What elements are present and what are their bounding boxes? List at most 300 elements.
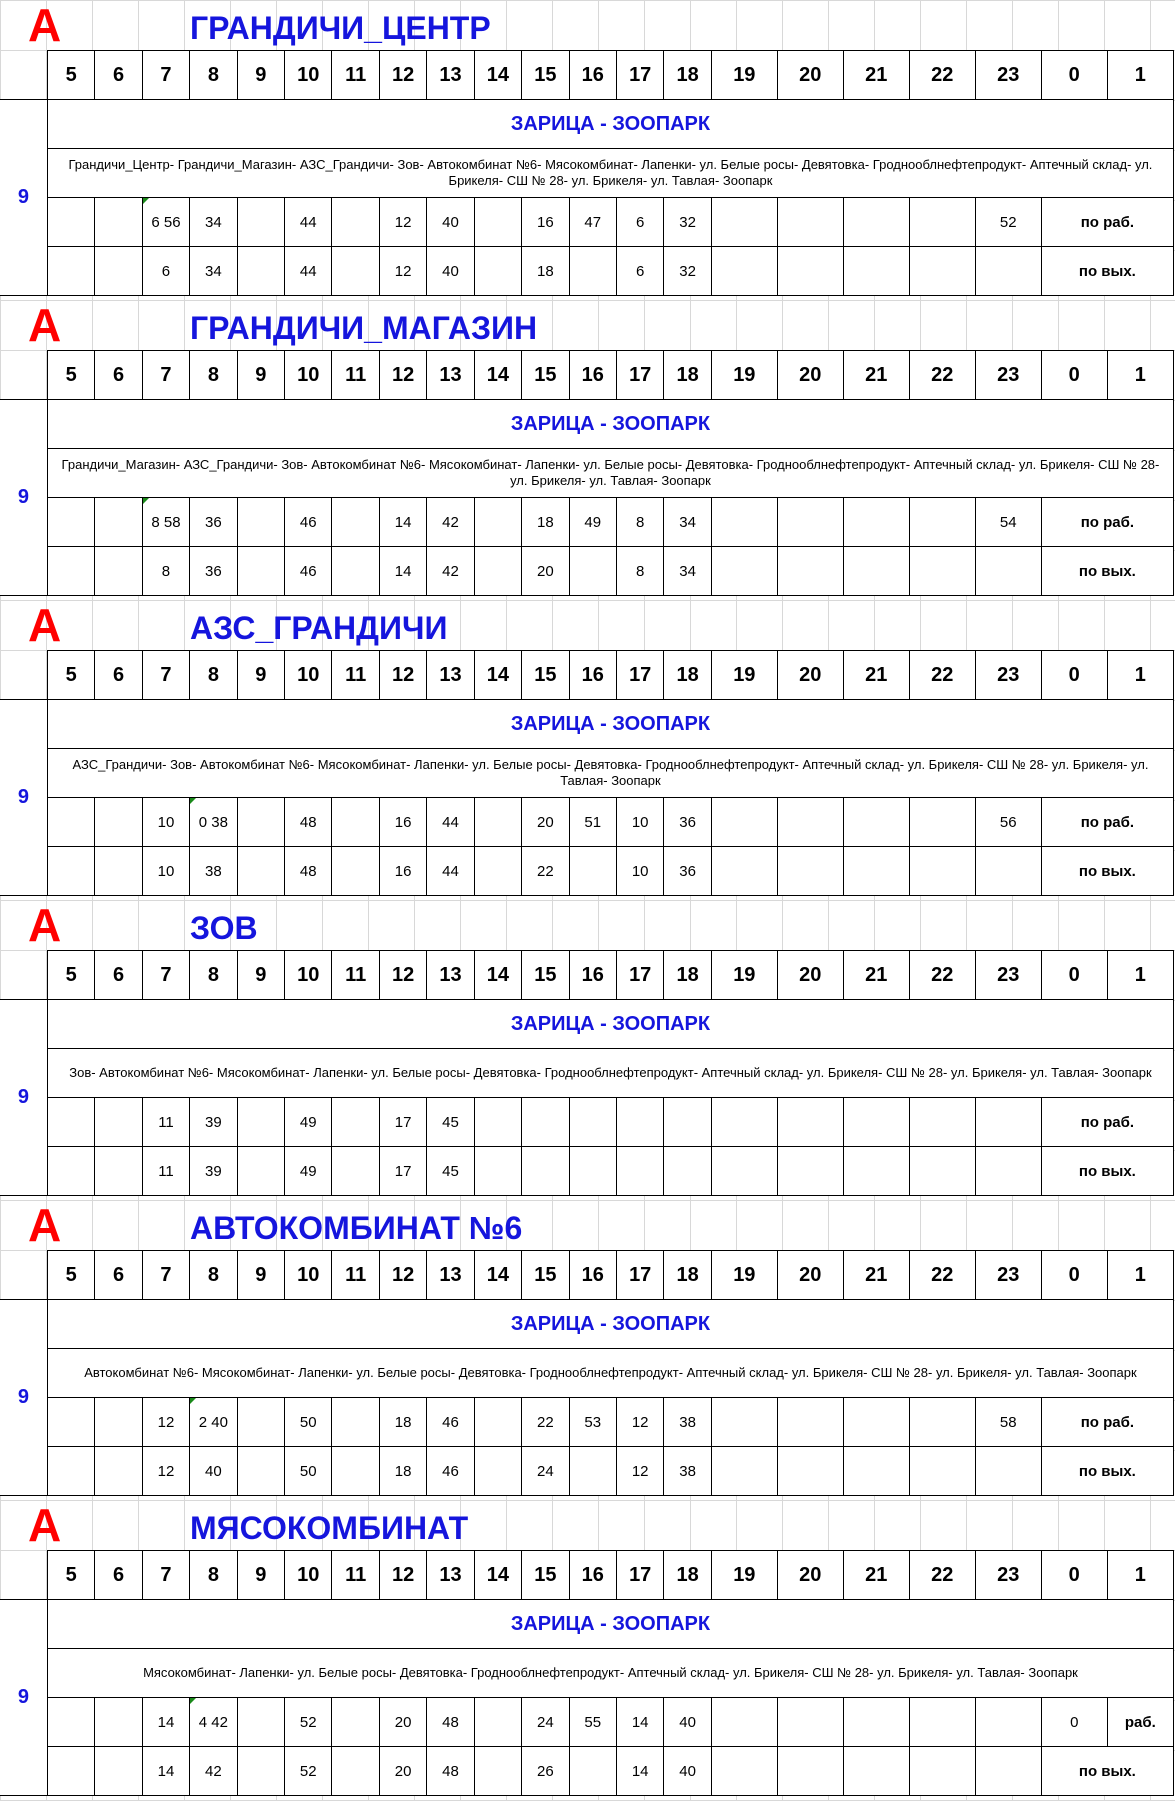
hour-header-cell: 7 bbox=[142, 351, 189, 400]
hour-header-cell: 0 bbox=[1041, 651, 1107, 700]
transport-type-letter: А bbox=[28, 899, 62, 951]
minute-cell: 54 bbox=[975, 498, 1041, 547]
minute-cell: 18 bbox=[379, 1398, 426, 1447]
hour-header-cell: 22 bbox=[909, 951, 975, 1000]
hour-header-cell: 12 bbox=[379, 651, 426, 700]
minute-cell bbox=[47, 498, 94, 547]
hour-header-cell: 11 bbox=[332, 1251, 379, 1300]
minute-cell bbox=[909, 1098, 975, 1147]
minute-cell bbox=[474, 1147, 521, 1196]
hour-header-cell: 19 bbox=[711, 1251, 777, 1300]
minute-cell bbox=[975, 1098, 1041, 1147]
hour-header-cell: 7 bbox=[142, 51, 189, 100]
route-direction: ЗАРИЦА - ЗООПАРК bbox=[47, 1600, 1173, 1649]
minute-cell bbox=[332, 1147, 379, 1196]
hour-header-cell: 18 bbox=[664, 1251, 711, 1300]
minute-cell bbox=[474, 1398, 521, 1447]
minute-cell bbox=[711, 498, 777, 547]
minute-cell: 6 bbox=[616, 247, 663, 296]
minute-cell: 48 bbox=[427, 1747, 474, 1796]
weekday-label: по раб. bbox=[1041, 198, 1173, 247]
hour-header-cell: 9 bbox=[237, 51, 284, 100]
route-direction: ЗАРИЦА - ЗООПАРК bbox=[47, 100, 1173, 149]
minute-cell bbox=[47, 847, 94, 896]
hour-header-cell: 8 bbox=[190, 1251, 237, 1300]
route-direction: ЗАРИЦА - ЗООПАРК bbox=[47, 700, 1173, 749]
hour-header-cell: 21 bbox=[843, 351, 909, 400]
hour-header-cell: 6 bbox=[95, 651, 142, 700]
minute-cell: 22 bbox=[522, 1398, 569, 1447]
minute-cell bbox=[569, 1447, 616, 1496]
hour-header-cell: 13 bbox=[427, 951, 474, 1000]
hour-header-cell: 5 bbox=[47, 1251, 94, 1300]
minute-cell bbox=[664, 1147, 711, 1196]
hour-header-cell: 15 bbox=[522, 951, 569, 1000]
minute-cell bbox=[47, 247, 94, 296]
minute-cell bbox=[711, 1098, 777, 1147]
minute-cell bbox=[843, 1698, 909, 1747]
minute-cell bbox=[237, 198, 284, 247]
hour-header-cell: 10 bbox=[285, 951, 332, 1000]
hour-header-cell: 1 bbox=[1107, 351, 1173, 400]
minute-cell bbox=[522, 1098, 569, 1147]
weekend-times-row bbox=[0, 1747, 1174, 1796]
minute-cell bbox=[95, 1098, 142, 1147]
minute-cell bbox=[909, 847, 975, 896]
transport-type-letter: А bbox=[28, 1499, 62, 1551]
minute-cell bbox=[95, 1447, 142, 1496]
minute-cell: 44 bbox=[427, 847, 474, 896]
hour-header-cell: 10 bbox=[285, 1551, 332, 1600]
weekend-label: по вых. bbox=[1041, 547, 1173, 596]
minute-cell bbox=[975, 547, 1041, 596]
route-stops-list: Грандичи_Магазин- АЗС_Грандичи- Зов- Автокомбинат №6- Мясокомбинат- Лапенки- ул. Белые росы- Девятовка- Гроднооблнефтепродукт- Аптечный склад- ул. Брикеля- СШ № 28- ул. Брикеля- ул. Тавлая- Зоопарк bbox=[47, 449, 1173, 498]
minute-cell: 8 58 bbox=[142, 498, 189, 547]
hour-header-cell: 21 bbox=[843, 651, 909, 700]
minute-cell bbox=[843, 547, 909, 596]
hour-header-cell: 11 bbox=[332, 1551, 379, 1600]
weekend-label: по вых. bbox=[1041, 1447, 1173, 1496]
minute-cell bbox=[332, 1698, 379, 1747]
minute-cell bbox=[47, 1398, 94, 1447]
minute-cell bbox=[237, 847, 284, 896]
hour-header-cell: 6 bbox=[95, 1251, 142, 1300]
minute-cell bbox=[975, 247, 1041, 296]
hour-header-cell: 9 bbox=[237, 1551, 284, 1600]
hour-header-cell: 9 bbox=[237, 351, 284, 400]
minute-cell: 48 bbox=[285, 798, 332, 847]
stop-section bbox=[0, 900, 1175, 1200]
minute-cell bbox=[909, 798, 975, 847]
hour-header-cell: 22 bbox=[909, 1251, 975, 1300]
hour-header-cell: 0 bbox=[1041, 951, 1107, 1000]
weekday-times-row bbox=[0, 498, 1174, 547]
minute-cell bbox=[711, 198, 777, 247]
minute-cell: 42 bbox=[190, 1747, 237, 1796]
timetable-grid bbox=[0, 1550, 1174, 1796]
hour-header-cell: 6 bbox=[95, 1551, 142, 1600]
hour-header-cell: 6 bbox=[95, 51, 142, 100]
hour-header-cell: 10 bbox=[285, 51, 332, 100]
corner-cell bbox=[0, 1551, 47, 1600]
hour-header-cell: 21 bbox=[843, 951, 909, 1000]
route-number: 9 bbox=[0, 1300, 47, 1496]
minute-cell bbox=[569, 247, 616, 296]
hour-header-cell: 19 bbox=[711, 651, 777, 700]
minute-cell bbox=[95, 847, 142, 896]
minute-cell: 18 bbox=[522, 247, 569, 296]
minute-cell bbox=[47, 547, 94, 596]
weekday-label: по раб. bbox=[1041, 798, 1173, 847]
minute-cell bbox=[711, 1447, 777, 1496]
hour-header-cell: 17 bbox=[616, 1551, 663, 1600]
minute-cell bbox=[522, 1147, 569, 1196]
minute-cell: 16 bbox=[379, 847, 426, 896]
hour-header-cell: 13 bbox=[427, 1551, 474, 1600]
minute-cell bbox=[569, 547, 616, 596]
minute-cell bbox=[909, 1447, 975, 1496]
minute-cell: 12 bbox=[142, 1447, 189, 1496]
transport-type-letter: А bbox=[28, 1199, 62, 1251]
minute-cell bbox=[474, 198, 521, 247]
weekend-label: по вых. bbox=[1041, 247, 1173, 296]
minute-cell bbox=[237, 1447, 284, 1496]
minute-cell bbox=[777, 1398, 843, 1447]
minute-cell bbox=[843, 1747, 909, 1796]
minute-cell bbox=[474, 1447, 521, 1496]
hour-header-cell: 7 bbox=[142, 1251, 189, 1300]
minute-cell: 0 38 bbox=[190, 798, 237, 847]
minute-cell: 44 bbox=[285, 247, 332, 296]
minute-cell bbox=[909, 247, 975, 296]
minute-cell: 36 bbox=[190, 498, 237, 547]
minute-cell bbox=[332, 1747, 379, 1796]
minute-cell: 8 bbox=[616, 498, 663, 547]
minute-cell: 58 bbox=[975, 1398, 1041, 1447]
minute-cell: 45 bbox=[427, 1098, 474, 1147]
minute-cell: 32 bbox=[664, 247, 711, 296]
route-direction: ЗАРИЦА - ЗООПАРК bbox=[47, 1300, 1173, 1349]
minute-cell bbox=[777, 198, 843, 247]
minute-cell bbox=[95, 1398, 142, 1447]
hour-header-cell: 15 bbox=[522, 351, 569, 400]
minute-cell: 2 40 bbox=[190, 1398, 237, 1447]
minute-cell: 55 bbox=[569, 1698, 616, 1747]
hour-header-cell: 6 bbox=[95, 951, 142, 1000]
hour-header-cell: 22 bbox=[909, 1551, 975, 1600]
hour-header-cell: 16 bbox=[569, 651, 616, 700]
minute-cell: 36 bbox=[664, 847, 711, 896]
stop-title: АВТОКОМБИНАТ №6 bbox=[190, 1210, 523, 1246]
minute-cell: 46 bbox=[285, 498, 332, 547]
minute-cell bbox=[95, 498, 142, 547]
hour-header-cell: 22 bbox=[909, 651, 975, 700]
minute-cell: 50 bbox=[285, 1398, 332, 1447]
minute-cell bbox=[975, 1698, 1041, 1747]
transport-type-letter: А bbox=[28, 299, 62, 351]
minute-cell: 40 bbox=[664, 1747, 711, 1796]
weekend-label: по вых. bbox=[1041, 1147, 1173, 1196]
hour-header-cell: 18 bbox=[664, 1551, 711, 1600]
hour-header-cell: 20 bbox=[777, 651, 843, 700]
stop-section bbox=[0, 1500, 1175, 1800]
minute-cell bbox=[711, 247, 777, 296]
hour-header-cell: 1 bbox=[1107, 51, 1173, 100]
minute-cell bbox=[909, 1698, 975, 1747]
minute-cell bbox=[569, 1747, 616, 1796]
minute-cell: 10 bbox=[142, 798, 189, 847]
minute-cell bbox=[47, 1747, 94, 1796]
hour-header-cell: 19 bbox=[711, 351, 777, 400]
minute-cell bbox=[711, 1398, 777, 1447]
hour-header-cell: 20 bbox=[777, 1551, 843, 1600]
minute-cell bbox=[909, 1147, 975, 1196]
minute-cell: 34 bbox=[190, 198, 237, 247]
hour-header-cell: 8 bbox=[190, 51, 237, 100]
minute-cell bbox=[474, 1698, 521, 1747]
hour-header-cell: 16 bbox=[569, 951, 616, 1000]
transport-type-letter: А bbox=[28, 599, 62, 651]
minute-cell: 10 bbox=[142, 847, 189, 896]
stop-title: МЯСОКОМБИНАТ bbox=[190, 1510, 469, 1546]
hour-header-cell: 7 bbox=[142, 951, 189, 1000]
minute-cell: 8 bbox=[616, 547, 663, 596]
hour-header-cell: 18 bbox=[664, 51, 711, 100]
minute-cell: 20 bbox=[522, 547, 569, 596]
minute-cell: 6 bbox=[616, 198, 663, 247]
hour-header-cell: 8 bbox=[190, 651, 237, 700]
hour-header-cell: 12 bbox=[379, 351, 426, 400]
hour-header-cell: 11 bbox=[332, 351, 379, 400]
hour-header-cell: 12 bbox=[379, 951, 426, 1000]
hour-header-cell: 22 bbox=[909, 51, 975, 100]
route-direction: ЗАРИЦА - ЗООПАРК bbox=[47, 1000, 1173, 1049]
minute-cell: 53 bbox=[569, 1398, 616, 1447]
stop-section bbox=[0, 300, 1175, 600]
minute-cell bbox=[47, 1147, 94, 1196]
minute-cell bbox=[474, 1747, 521, 1796]
minute-cell bbox=[237, 1747, 284, 1796]
minute-cell: 45 bbox=[427, 1147, 474, 1196]
minute-cell bbox=[47, 1698, 94, 1747]
minute-cell: 16 bbox=[522, 198, 569, 247]
minute-cell bbox=[843, 847, 909, 896]
hour-header-cell: 9 bbox=[237, 951, 284, 1000]
minute-cell: 42 bbox=[427, 547, 474, 596]
minute-cell: 11 bbox=[142, 1098, 189, 1147]
minute-cell bbox=[332, 247, 379, 296]
minute-cell: 48 bbox=[285, 847, 332, 896]
weekend-times-row bbox=[0, 547, 1174, 596]
hour-header-cell: 16 bbox=[569, 1551, 616, 1600]
minute-cell: 12 bbox=[379, 247, 426, 296]
minute-cell: 48 bbox=[427, 1698, 474, 1747]
stop-title: ГРАНДИЧИ_ЦЕНТР bbox=[190, 10, 491, 46]
transport-type-letter: А bbox=[28, 0, 62, 51]
minute-cell: 14 bbox=[616, 1747, 663, 1796]
hour-header-cell: 14 bbox=[474, 651, 521, 700]
minute-cell: 50 bbox=[285, 1447, 332, 1496]
minute-cell bbox=[777, 1098, 843, 1147]
minute-cell bbox=[909, 1398, 975, 1447]
minute-cell: 40 bbox=[427, 198, 474, 247]
route-stops-list: Зов- Автокомбинат №6- Мясокомбинат- Лапенки- ул. Белые росы- Девятовка- Гроднооблнефтепродукт- Аптечный склад- ул. Брикеля- СШ № 28- ул. Брикеля- ул. Тавлая- Зоопарк bbox=[47, 1049, 1173, 1098]
stop-section bbox=[0, 0, 1175, 300]
hour-header-cell: 14 bbox=[474, 1551, 521, 1600]
minute-cell bbox=[474, 498, 521, 547]
hour-header-cell: 8 bbox=[190, 1551, 237, 1600]
minute-cell bbox=[332, 1098, 379, 1147]
hour-header-cell: 20 bbox=[777, 1251, 843, 1300]
stop-title: АЗС_ГРАНДИЧИ bbox=[190, 610, 448, 646]
minute-cell: 38 bbox=[664, 1398, 711, 1447]
minute-cell bbox=[474, 798, 521, 847]
hour-header-cell: 13 bbox=[427, 1251, 474, 1300]
minute-cell: 17 bbox=[379, 1098, 426, 1147]
hour-header-cell: 21 bbox=[843, 1251, 909, 1300]
minute-cell bbox=[47, 798, 94, 847]
hour-header-cell: 10 bbox=[285, 351, 332, 400]
timetable-grid bbox=[0, 350, 1174, 596]
minute-cell: 17 bbox=[379, 1147, 426, 1196]
minute-cell bbox=[777, 498, 843, 547]
hour-header-cell: 5 bbox=[47, 951, 94, 1000]
minute-cell bbox=[237, 1698, 284, 1747]
hour-header-cell: 12 bbox=[379, 1551, 426, 1600]
hour-header-cell: 1 bbox=[1107, 951, 1173, 1000]
minute-cell: 24 bbox=[522, 1447, 569, 1496]
hour-header-cell: 1 bbox=[1107, 1251, 1173, 1300]
minute-cell: 6 bbox=[142, 247, 189, 296]
hour-header-cell: 23 bbox=[975, 1551, 1041, 1600]
minute-cell: 4 42 bbox=[190, 1698, 237, 1747]
stop-section bbox=[0, 1200, 1175, 1500]
minute-cell bbox=[237, 247, 284, 296]
minute-cell bbox=[975, 1447, 1041, 1496]
hour-header-cell: 23 bbox=[975, 651, 1041, 700]
hour-header-cell: 23 bbox=[975, 51, 1041, 100]
minute-cell bbox=[474, 1098, 521, 1147]
hour-header-cell: 16 bbox=[569, 351, 616, 400]
minute-cell bbox=[237, 498, 284, 547]
minute-cell bbox=[777, 798, 843, 847]
hour-header-cell: 5 bbox=[47, 651, 94, 700]
hour-header-cell: 1 bbox=[1107, 651, 1173, 700]
minute-cell bbox=[47, 1447, 94, 1496]
route-number: 9 bbox=[0, 1600, 47, 1796]
route-number: 9 bbox=[0, 700, 47, 896]
hour-header-cell: 13 bbox=[427, 351, 474, 400]
minute-cell bbox=[332, 498, 379, 547]
minute-cell: 40 bbox=[664, 1698, 711, 1747]
weekend-label: по вых. bbox=[1041, 1747, 1173, 1796]
hour-header-cell: 11 bbox=[332, 951, 379, 1000]
hour-header-cell: 16 bbox=[569, 51, 616, 100]
minute-cell bbox=[47, 198, 94, 247]
minute-cell bbox=[474, 847, 521, 896]
minute-cell: 18 bbox=[379, 1447, 426, 1496]
minute-cell bbox=[711, 798, 777, 847]
hour-header-cell: 13 bbox=[427, 51, 474, 100]
timetable-grid bbox=[0, 1250, 1174, 1496]
hour-header-cell: 15 bbox=[522, 51, 569, 100]
hour-header-cell: 9 bbox=[237, 651, 284, 700]
weekday-times-row bbox=[0, 798, 1174, 847]
hour-header-cell: 23 bbox=[975, 951, 1041, 1000]
corner-cell bbox=[0, 1251, 47, 1300]
minute-cell: 0 bbox=[1041, 1698, 1107, 1747]
minute-cell: 6 56 bbox=[142, 198, 189, 247]
route-stops-list: АЗС_Грандичи- Зов- Автокомбинат №6- Мясокомбинат- Лапенки- ул. Белые росы- Девятовка- Гроднооблнефтепродукт- Аптечный склад- ул. Брикеля- СШ № 28- ул. Брикеля- ул. Тавлая- Зоопарк bbox=[47, 749, 1173, 798]
minute-cell bbox=[332, 798, 379, 847]
minute-cell bbox=[616, 1147, 663, 1196]
minute-cell bbox=[909, 1747, 975, 1796]
minute-cell: 14 bbox=[616, 1698, 663, 1747]
minute-cell: 12 bbox=[616, 1398, 663, 1447]
minute-cell: 56 bbox=[975, 798, 1041, 847]
minute-cell: 18 bbox=[522, 498, 569, 547]
corner-cell bbox=[0, 51, 47, 100]
minute-cell bbox=[95, 247, 142, 296]
minute-cell bbox=[237, 1098, 284, 1147]
corner-cell bbox=[0, 651, 47, 700]
minute-cell bbox=[237, 798, 284, 847]
minute-cell bbox=[332, 1398, 379, 1447]
minute-cell: 34 bbox=[190, 247, 237, 296]
hour-header-cell: 17 bbox=[616, 351, 663, 400]
corner-cell bbox=[0, 951, 47, 1000]
weekday-label: по раб. bbox=[1041, 1098, 1173, 1147]
minute-cell bbox=[332, 1447, 379, 1496]
minute-cell bbox=[474, 547, 521, 596]
hour-header-cell: 18 bbox=[664, 351, 711, 400]
minute-cell bbox=[909, 547, 975, 596]
hour-header-cell: 18 bbox=[664, 951, 711, 1000]
minute-cell: 34 bbox=[664, 547, 711, 596]
minute-cell: 42 bbox=[427, 498, 474, 547]
minute-cell bbox=[95, 547, 142, 596]
hour-header-cell: 7 bbox=[142, 651, 189, 700]
minute-cell: 26 bbox=[522, 1747, 569, 1796]
hour-header-cell: 12 bbox=[379, 51, 426, 100]
hour-header-cell: 5 bbox=[47, 1551, 94, 1600]
route-number: 9 bbox=[0, 400, 47, 596]
minute-cell bbox=[664, 1098, 711, 1147]
hour-header-cell: 7 bbox=[142, 1551, 189, 1600]
minute-cell: 40 bbox=[427, 247, 474, 296]
weekend-label: по вых. bbox=[1041, 847, 1173, 896]
minute-cell: 12 bbox=[142, 1398, 189, 1447]
weekday-times-row bbox=[0, 1698, 1174, 1747]
hour-header-cell: 15 bbox=[522, 1251, 569, 1300]
hour-header-cell: 12 bbox=[379, 1251, 426, 1300]
weekday-times-row bbox=[0, 1098, 1174, 1147]
hour-header-cell: 1 bbox=[1107, 1551, 1173, 1600]
hour-header-cell: 11 bbox=[332, 651, 379, 700]
minute-cell bbox=[975, 847, 1041, 896]
hour-header-cell: 20 bbox=[777, 351, 843, 400]
minute-cell: 52 bbox=[975, 198, 1041, 247]
minute-cell: 36 bbox=[190, 547, 237, 596]
minute-cell bbox=[975, 1147, 1041, 1196]
minute-cell bbox=[777, 547, 843, 596]
minute-cell: 49 bbox=[285, 1147, 332, 1196]
route-stops-list: Грандичи_Центр- Грандичи_Магазин- АЗС_Грандичи- Зов- Автокомбинат №6- Мясокомбинат- Лапенки- ул. Белые росы- Девятовка- Гроднооблнефтепродукт- Аптечный склад- ул. Брикеля- СШ № 28- ул. Брикеля- ул. Тавлая- Зоопарк bbox=[47, 149, 1173, 198]
minute-cell: 46 bbox=[427, 1398, 474, 1447]
minute-cell: 47 bbox=[569, 198, 616, 247]
hour-header-cell: 8 bbox=[190, 951, 237, 1000]
minute-cell: 24 bbox=[522, 1698, 569, 1747]
